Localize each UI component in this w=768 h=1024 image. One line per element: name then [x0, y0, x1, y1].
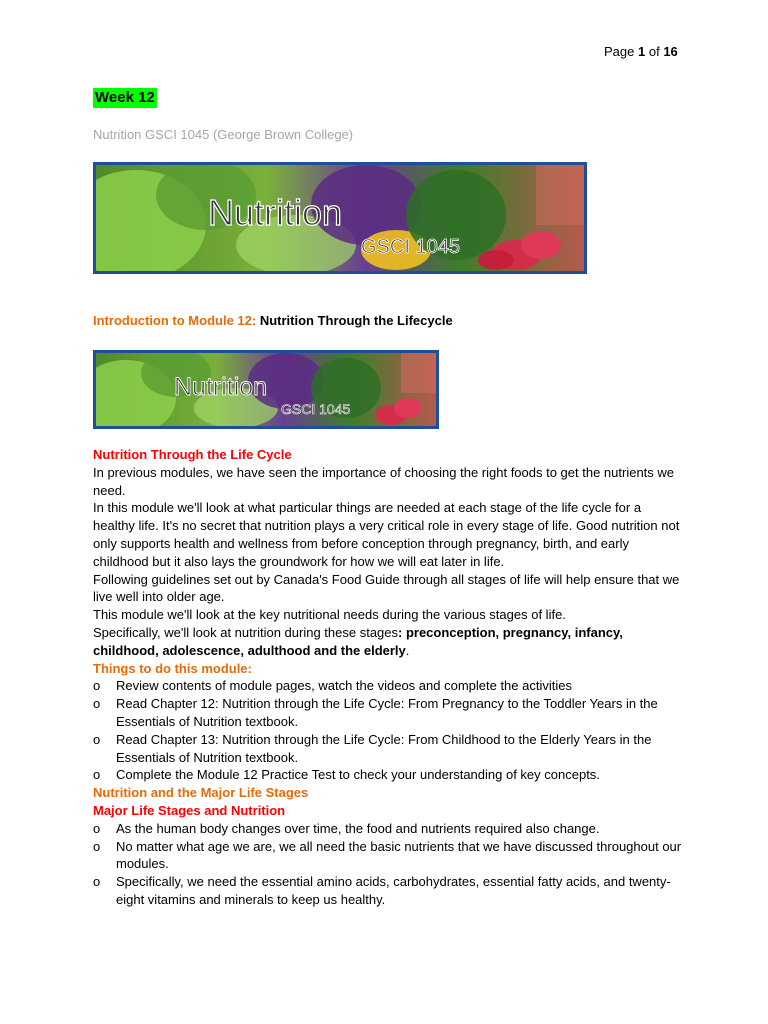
page-current: 1 — [638, 44, 646, 59]
page-number — [604, 44, 678, 59]
page-of: of — [648, 44, 660, 59]
list-item: o Complete the Module 12 Practice Test to check your understanding of key concepts. — [93, 766, 683, 784]
list-item: o Read Chapter 12: Nutrition through the Life Cycle: From Pregnancy to the Toddler Years in the Essentials of Nutrition textbook. — [93, 695, 683, 731]
banner-subtitle: GSCI 1045 — [281, 401, 351, 417]
paragraph-5-stages: : preconception, pregnancy, infancy, childhood, adolescence, adulthood and the elderly — [93, 624, 623, 658]
list-item: o Specifically, we need the essential amino acids, carbohydrates, essential fatty acids, and twenty-eight vitamins and minerals to keep us healthy. — [93, 873, 683, 909]
paragraph-5 — [93, 624, 683, 660]
stages-heading: Nutrition and the Major Life Stages — [93, 785, 309, 801]
intro-title: Nutrition Through the Lifecycle — [259, 313, 453, 328]
banner-title: Nutrition — [208, 192, 343, 233]
list-item: o As the human body changes over time, the food and nutrients required also change. — [93, 820, 683, 838]
paragraph-2: In this module we'll look at what particular things are needed at each stage of the life cycle for a healthy life. It's no secret that nutrition plays a very critical role in every stage of life. Good nutrition not only supports health and wellness from before conception through pregnancy, birth, and early childhood but it also lays the groundwork for how we will eat later in life. — [93, 500, 680, 569]
section-heading-life-cycle: Nutrition Through the Life Cycle — [93, 447, 292, 462]
list-item: o No matter what age we are, we all need the basic nutrients that we have discussed throughout our modules. — [93, 838, 683, 874]
list-item: o Read Chapter 13: Nutrition through the Life Cycle: From Childhood to the Elderly Years in the Essentials of Nutrition textbook. — [93, 731, 683, 767]
nutrition-banner-large — [93, 162, 587, 274]
vegetable-banner-image — [96, 353, 436, 426]
vegetable-banner-image — [96, 165, 584, 271]
paragraph-1: In previous modules, we have seen the importance of choosing the right foods to get the nutrients we need. — [93, 464, 675, 498]
stages-list — [93, 820, 683, 909]
todo-list — [93, 677, 683, 784]
todo-heading: Things to do this module: — [93, 660, 252, 676]
nutrition-banner-small — [93, 350, 439, 429]
stages-subheading: Major Life Stages and Nutrition — [93, 802, 286, 818]
week-label: Week 12 — [95, 89, 155, 106]
module-content — [93, 446, 683, 909]
banner-subtitle: GSCI 1045 — [361, 236, 460, 258]
course-line: Nutrition GSCI 1045 (George Brown College) — [93, 127, 354, 142]
page-total: 16 — [663, 44, 678, 59]
paragraph-4: This module we'll look at the key nutritional needs during the various stages of life. — [93, 607, 566, 623]
paragraph-5-end: . — [405, 642, 410, 658]
page-prefix: Page — [604, 44, 635, 59]
paragraph-5-lead: Specifically, we'll look at nutrition during these stages — [93, 624, 399, 640]
intro-label: Introduction to Module 12: — [93, 313, 257, 328]
list-item: o Review contents of module pages, watch the videos and complete the activities — [93, 677, 683, 695]
intro-heading — [93, 313, 453, 328]
paragraph-3: Following guidelines set out by Canada's Food Guide through all stages of life will help ensure that we live well into older age. — [93, 571, 680, 605]
banner-title: Nutrition — [174, 373, 268, 401]
